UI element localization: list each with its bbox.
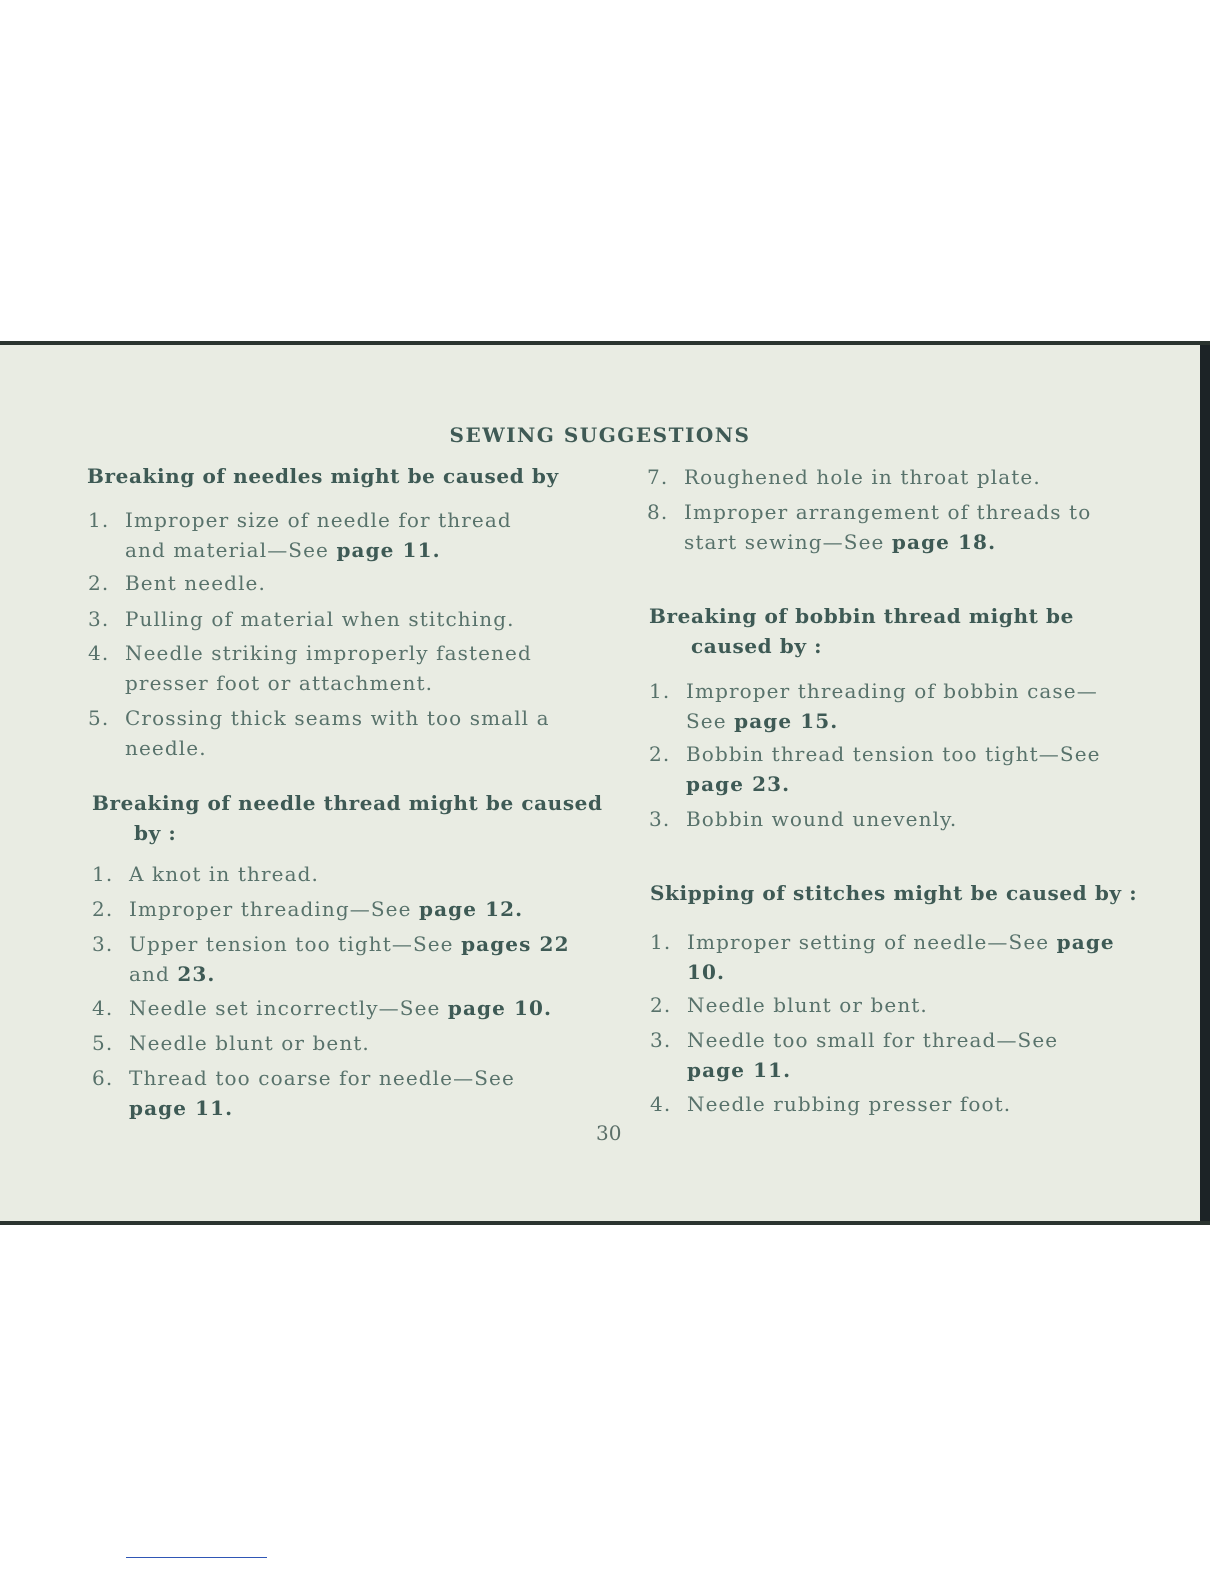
manual-page-scan [0, 341, 1210, 1225]
page-number: 30 [596, 1121, 622, 1145]
list-item: 2. Improper threading—See page 12. [92, 897, 524, 921]
list-item: 3. Pulling of material when stitching. [88, 607, 515, 631]
page-title: SEWING SUGGESTIONS [449, 423, 751, 447]
list-item: 1. Improper setting of needle—See page 10. [650, 930, 1115, 984]
needle-thread-heading: Breaking of needle thread might be caused by : [92, 791, 603, 845]
list-item: 1. A knot in thread. [92, 862, 319, 886]
needles-heading: Breaking of needles might be caused by [87, 464, 559, 488]
list-item: 5. Needle blunt or bent. [92, 1031, 370, 1055]
list-item: 1. Improper size of needle for thread and material—See page 11. [88, 508, 512, 562]
list-item: 4. Needle striking improperly fastened presser foot or attachment. [88, 641, 532, 695]
list-item: 7. Roughened hole in throat plate. [647, 465, 1041, 489]
list-item: 4. Needle rubbing presser foot. [650, 1092, 1012, 1116]
list-item: 1. Improper threading of bobbin case— See page 15. [649, 679, 1098, 733]
list-item: 4. Needle set incorrectly—See page 10. [92, 996, 553, 1020]
scan-dark-edge [1200, 345, 1210, 1221]
list-item: 5. Crossing thick seams with too small a needle. [88, 706, 550, 760]
list-item: 2. Bent needle. [88, 571, 266, 595]
bobbin-heading: Breaking of bobbin thread might be caused by : [649, 604, 1074, 658]
list-item: 2. Needle blunt or bent. [650, 993, 928, 1017]
list-item: 8. Improper arrangement of threads to start sewing—See page 18. [647, 500, 1092, 554]
footnote-rule [126, 1557, 267, 1558]
list-item: 2. Bobbin thread tension too tight—See page 23. [649, 742, 1101, 796]
list-item: 3. Upper tension too tight—See pages 22 and 23. [92, 932, 570, 986]
list-item: 3. Needle too small for thread—See page 11. [650, 1028, 1059, 1082]
skipping-heading: Skipping of stitches might be caused by : [650, 881, 1138, 905]
list-item: 6. Thread too coarse for needle—See page 11. [92, 1066, 515, 1120]
list-item: 3. Bobbin wound unevenly. [649, 807, 958, 831]
